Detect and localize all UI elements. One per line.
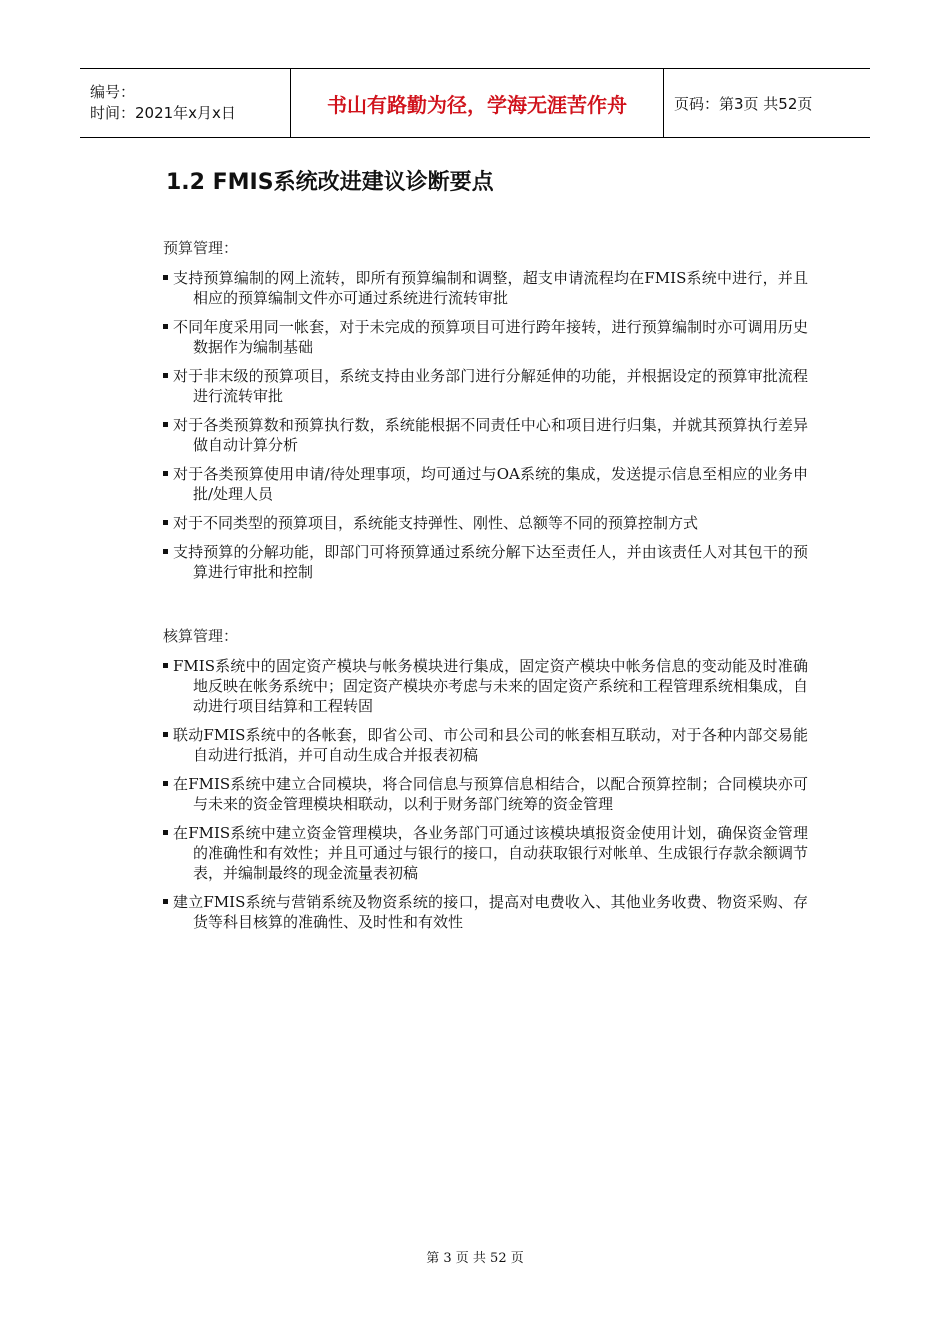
bullet-icon bbox=[163, 830, 168, 835]
list-item-text: 对于各类预算使用申请/待处理事项，均可通过与OA系统的集成，发送提示信息至相应的业务申批/处理人员 bbox=[173, 465, 808, 503]
list-item-text: 对于非末级的预算项目，系统支持由业务部门进行分解延伸的功能，并根据设定的预算审批流程进行流转审批 bbox=[173, 367, 808, 405]
list-item-text: 在FMIS系统中建立资金管理模块，各业务部门可通过该模块填报资金使用计划，确保资金管理的准确性和有效性；并且可通过与银行的接口，自动获取银行对帐单、生成银行存款余额调节表，并编制最终的现金流量表初稿 bbox=[173, 824, 809, 882]
header-page-info: 页码：第3页 共52页 bbox=[674, 94, 813, 113]
list-item bbox=[163, 656, 808, 716]
list-item bbox=[163, 774, 808, 814]
bullet-icon bbox=[163, 549, 168, 554]
bullet-icon bbox=[163, 663, 168, 668]
list-item bbox=[163, 823, 808, 883]
list-item bbox=[163, 542, 808, 582]
list-item-text: 在FMIS系统中建立合同模块，将合同信息与预算信息相结合，以配合预算控制；合同模块亦可与未来的资金管理模块相联动，以利于财务部门统筹的资金管理 bbox=[173, 775, 808, 813]
document-number-label: 编号： bbox=[90, 83, 136, 101]
accounting-list bbox=[163, 656, 808, 932]
page-footer: 第 3 页 共 52 页 bbox=[426, 1251, 524, 1266]
bullet-icon bbox=[163, 520, 168, 525]
bullet-icon bbox=[163, 781, 168, 786]
list-item bbox=[163, 268, 808, 308]
list-item bbox=[163, 317, 808, 357]
list-item-text: 联动FMIS系统中的各帐套，即省公司、市公司和县公司的帐套相互联动，对于各种内部交易能自动进行抵消，并可自动生成合并报表初稿 bbox=[173, 726, 808, 764]
date-label: 时间：2021年x月x日 bbox=[90, 104, 236, 122]
bullet-icon bbox=[163, 422, 168, 427]
bullet-icon bbox=[163, 732, 168, 737]
list-item-text: 对于各类预算数和预算执行数，系统能根据不同责任中心和项目进行归集，并就其预算执行差异做自动计算分析 bbox=[173, 416, 808, 454]
list-item-text: 支持预算的分解功能，即部门可将预算通过系统分解下达至责任人，并由该责任人对其包干的预算进行审批和控制 bbox=[173, 543, 808, 581]
budget-list bbox=[163, 268, 808, 582]
bullet-icon bbox=[163, 899, 168, 904]
budget-label: 预算管理： bbox=[163, 239, 239, 257]
bullet-icon bbox=[163, 275, 168, 280]
list-item-text: 对于不同类型的预算项目，系统能支持弹性、刚性、总额等不同的预算控制方式 bbox=[173, 514, 699, 532]
bullet-icon bbox=[163, 373, 168, 378]
list-item bbox=[163, 513, 808, 533]
list-item-text: 支持预算编制的网上流转，即所有预算编制和调整，超支申请流程均在FMIS系统中进行，并且相应的预算编制文件亦可通过系统进行流转审批 bbox=[173, 269, 808, 307]
header-meta bbox=[80, 69, 291, 137]
header-motto: 书山有路勤为径，学海无涯苦作舟 bbox=[291, 69, 664, 137]
list-item bbox=[163, 725, 808, 765]
section-title: 1.2 FMIS系统改进建议诊断要点 bbox=[166, 170, 494, 195]
list-item bbox=[163, 464, 808, 504]
accounting-label: 核算管理： bbox=[163, 627, 239, 645]
page-header bbox=[80, 68, 870, 138]
accounting-section bbox=[163, 626, 808, 941]
list-item-text: 建立FMIS系统与营销系统及物资系统的接口，提高对电费收入、其他业务收费、物资采购、存货等科目核算的准确性、及时性和有效性 bbox=[173, 893, 808, 931]
bullet-icon bbox=[163, 471, 168, 476]
list-item bbox=[163, 892, 808, 932]
bullet-icon bbox=[163, 324, 168, 329]
list-item-text: FMIS系统中的固定资产模块与帐务模块进行集成，固定资产模块中帐务信息的变动能及时准确地反映在帐务系统中；固定资产模块亦考虑与未来的固定资产系统和工程管理系统相集成，自动进行项目结算和工程转固 bbox=[173, 657, 809, 715]
budget-section bbox=[163, 238, 808, 591]
list-item bbox=[163, 415, 808, 455]
list-item-text: 不同年度采用同一帐套，对于未完成的预算项目可进行跨年接转，进行预算编制时亦可调用历史数据作为编制基础 bbox=[173, 318, 808, 356]
list-item bbox=[163, 366, 808, 406]
